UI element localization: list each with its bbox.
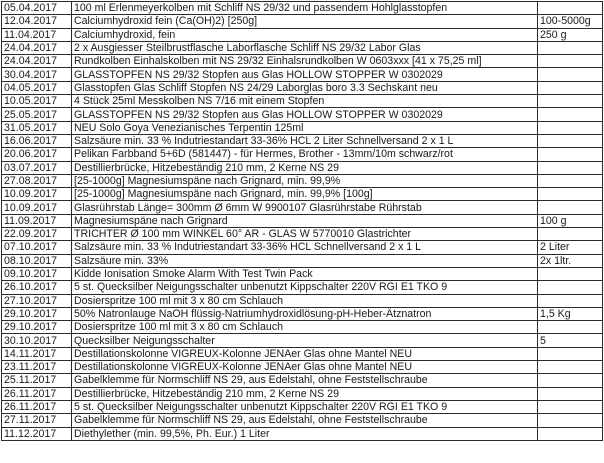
item-cell: Magnesiumspäne nach Grignard: [72, 214, 538, 227]
date-cell: 11.04.2017: [2, 28, 72, 41]
item-cell: Glasrührstab Länge= 300mm Ø 6mm W 9900107 Glasrührstabe Rührstab: [72, 201, 538, 214]
date-cell: 16.06.2017: [2, 134, 72, 147]
item-cell: Dosierspritze 100 ml mit 3 x 80 cm Schlauch: [72, 321, 538, 334]
table-row: [2, 188, 603, 201]
purchase-ledger-table: [1, 1, 603, 441]
quantity-cell: [538, 161, 603, 174]
quantity-cell: [538, 108, 603, 121]
table-row: [2, 267, 603, 280]
date-cell: 30.04.2017: [2, 68, 72, 81]
quantity-cell: [538, 347, 603, 360]
date-cell: 26.11.2017: [2, 387, 72, 400]
item-cell: NEU Solo Goya Venezianisches Terpentin 125ml: [72, 121, 538, 134]
date-cell: 10.09.2017: [2, 201, 72, 214]
table-row: [2, 41, 603, 54]
item-cell: 5 st. Quecksilber Neigungsschalter unbenutzt Kippschalter 220V RGI E1 TKO 9: [72, 400, 538, 413]
quantity-cell: [538, 361, 603, 374]
item-cell: Diethylether (min. 99,5%, Ph. Eur.) 1 Liter: [72, 427, 538, 440]
date-cell: 11.12.2017: [2, 427, 72, 440]
item-cell: [25-1000g] Magnesiumspäne nach Grignard, min. 99,9%: [72, 174, 538, 187]
quantity-cell: [538, 188, 603, 201]
quantity-cell: [538, 174, 603, 187]
date-cell: 11.09.2017: [2, 214, 72, 227]
date-cell: 03.07.2017: [2, 161, 72, 174]
quantity-cell: [538, 321, 603, 334]
quantity-cell: 2 Liter: [538, 241, 603, 254]
table-row: [2, 95, 603, 108]
table-row: [2, 281, 603, 294]
quantity-cell: [538, 121, 603, 134]
item-cell: GLASSTOPFEN NS 29/32 Stopfen aus Glas HOLLOW STOPPER W 0302029: [72, 68, 538, 81]
date-cell: 27.08.2017: [2, 174, 72, 187]
table-row: [2, 321, 603, 334]
table-row: [2, 15, 603, 28]
table-row: [2, 214, 603, 227]
item-cell: Rundkolben Einhalskolben mit NS 29/32 Einhalsrundkolben W 0603xxx [41 x 75,25 ml]: [72, 55, 538, 68]
item-cell: Destillierbrücke, Hitzebeständig 210 mm, 2 Kerne NS 29: [72, 161, 538, 174]
table-row: [2, 241, 603, 254]
quantity-cell: [538, 68, 603, 81]
ledger-body: [2, 2, 603, 441]
quantity-cell: [538, 55, 603, 68]
table-row: [2, 307, 603, 320]
date-cell: 20.06.2017: [2, 148, 72, 161]
date-cell: 26.10.2017: [2, 281, 72, 294]
quantity-cell: [538, 148, 603, 161]
item-cell: Gabelklemme für Normschliff NS 29, aus Edelstahl, ohne Feststellschraube: [72, 414, 538, 427]
table-row: [2, 174, 603, 187]
item-cell: Destillierbrücke, Hitzebeständig 210 mm, 2 Kerne NS 29: [72, 387, 538, 400]
table-row: [2, 387, 603, 400]
item-cell: 5 st. Quecksilber Neigungsschalter unbenutzt Kippschalter 220V RGI E1 TKO 9: [72, 281, 538, 294]
quantity-cell: [538, 95, 603, 108]
item-cell: Salzsäure min. 33%: [72, 254, 538, 267]
date-cell: 22.09.2017: [2, 228, 72, 241]
date-cell: 14.11.2017: [2, 347, 72, 360]
item-cell: Kidde Ionisation Smoke Alarm With Test Twin Pack: [72, 267, 538, 280]
date-cell: 27.10.2017: [2, 294, 72, 307]
table-row: [2, 108, 603, 121]
table-row: [2, 414, 603, 427]
table-row: [2, 148, 603, 161]
table-row: [2, 374, 603, 387]
table-row: [2, 55, 603, 68]
table-row: [2, 347, 603, 360]
quantity-cell: 5: [538, 334, 603, 347]
quantity-cell: 1,5 Kg: [538, 307, 603, 320]
item-cell: Calciumhydroxid fein (Ca(OH)2) [250g]: [72, 15, 538, 28]
item-cell: Destillationskolonne VIGREUX-Kolonne JENAer Glas ohne Mantel NEU: [72, 347, 538, 360]
quantity-cell: [538, 427, 603, 440]
item-cell: Glasstopfen Glas Schliff Stopfen NS 24/29 Laborglas boro 3.3 Sechskant neu: [72, 81, 538, 94]
table-row: [2, 400, 603, 413]
item-cell: Calciumhydroxid, fein: [72, 28, 538, 41]
quantity-cell: [538, 134, 603, 147]
item-cell: Dosierspritze 100 ml mit 3 x 80 cm Schlauch: [72, 294, 538, 307]
table-row: [2, 361, 603, 374]
date-cell: 04.05.2017: [2, 81, 72, 94]
table-row: [2, 161, 603, 174]
date-cell: 25.11.2017: [2, 374, 72, 387]
table-row: [2, 28, 603, 41]
table-row: [2, 121, 603, 134]
quantity-cell: [538, 294, 603, 307]
item-cell: Salzsäure min. 33 % Indutriestandart 33-36% HCL 2 Liter Schnellversand 2 x 1 L: [72, 134, 538, 147]
table-row: [2, 2, 603, 15]
date-cell: 26.11.2017: [2, 400, 72, 413]
item-cell: GLASSTOPFEN NS 29/32 Stopfen aus Glas HOLLOW STOPPER W 0302029: [72, 108, 538, 121]
date-cell: 08.10.2017: [2, 254, 72, 267]
quantity-cell: [538, 374, 603, 387]
date-cell: 23.11.2017: [2, 361, 72, 374]
quantity-cell: 100 g: [538, 214, 603, 227]
item-cell: 4 Stück 25ml Messkolben NS 7/16 mit einem Stopfen: [72, 95, 538, 108]
quantity-cell: 250 g: [538, 28, 603, 41]
quantity-cell: [538, 400, 603, 413]
item-cell: Quecksilber Neigungsschalter: [72, 334, 538, 347]
date-cell: 07.10.2017: [2, 241, 72, 254]
date-cell: 24.04.2017: [2, 55, 72, 68]
item-cell: Salzsäure min. 33 % Indutriestandart 33-36% HCL Schnellversand 2 x 1 L: [72, 241, 538, 254]
date-cell: 05.04.2017: [2, 2, 72, 15]
table-row: [2, 201, 603, 214]
date-cell: 29.10.2017: [2, 321, 72, 334]
table-row: [2, 68, 603, 81]
item-cell: Pelikan Farbband 5+6D (581447) - für Hermes, Brother - 13mm/10m schwarz/rot: [72, 148, 538, 161]
item-cell: 100 ml Erlenmeyerkolben mit Schliff NS 29/32 und passendem Hohlglasstopfen: [72, 2, 538, 15]
table-row: [2, 334, 603, 347]
date-cell: 09.10.2017: [2, 267, 72, 280]
date-cell: 10.05.2017: [2, 95, 72, 108]
table-row: [2, 294, 603, 307]
date-cell: 27.11.2017: [2, 414, 72, 427]
item-cell: TRICHTER Ø 100 mm WINKEL 60° AR - GLAS W 5770010 Glastrichter: [72, 228, 538, 241]
item-cell: Destillationskolonne VIGREUX-Kolonne JENAer Glas ohne Mantel NEU: [72, 361, 538, 374]
quantity-cell: [538, 267, 603, 280]
date-cell: 29.10.2017: [2, 307, 72, 320]
quantity-cell: [538, 41, 603, 54]
quantity-cell: [538, 387, 603, 400]
item-cell: Gabelklemme für Normschliff NS 29, aus Edelstahl, ohne Feststellschraube: [72, 374, 538, 387]
quantity-cell: [538, 201, 603, 214]
item-cell: [25-1000g] Magnesiumspäne nach Grignard, min. 99,9% [100g]: [72, 188, 538, 201]
quantity-cell: [538, 2, 603, 15]
quantity-cell: 100-5000g: [538, 15, 603, 28]
quantity-cell: [538, 414, 603, 427]
quantity-cell: [538, 81, 603, 94]
quantity-cell: [538, 228, 603, 241]
table-row: [2, 254, 603, 267]
item-cell: 2 x Ausgiesser Steilbrustflasche Laborflasche Schliff NS 29/32 Labor Glas: [72, 41, 538, 54]
date-cell: 30.10.2017: [2, 334, 72, 347]
item-cell: 50% Natronlauge NaOH flüssig-Natriumhydroxidlösung-pH-Heber-Ätznatron: [72, 307, 538, 320]
date-cell: 10.09.2017: [2, 188, 72, 201]
table-row: [2, 228, 603, 241]
date-cell: 24.04.2017: [2, 41, 72, 54]
table-row: [2, 427, 603, 440]
table-row: [2, 81, 603, 94]
date-cell: 25.05.2017: [2, 108, 72, 121]
table-row: [2, 134, 603, 147]
quantity-cell: 2x 1ltr.: [538, 254, 603, 267]
date-cell: 12.04.2017: [2, 15, 72, 28]
quantity-cell: [538, 281, 603, 294]
date-cell: 31.05.2017: [2, 121, 72, 134]
